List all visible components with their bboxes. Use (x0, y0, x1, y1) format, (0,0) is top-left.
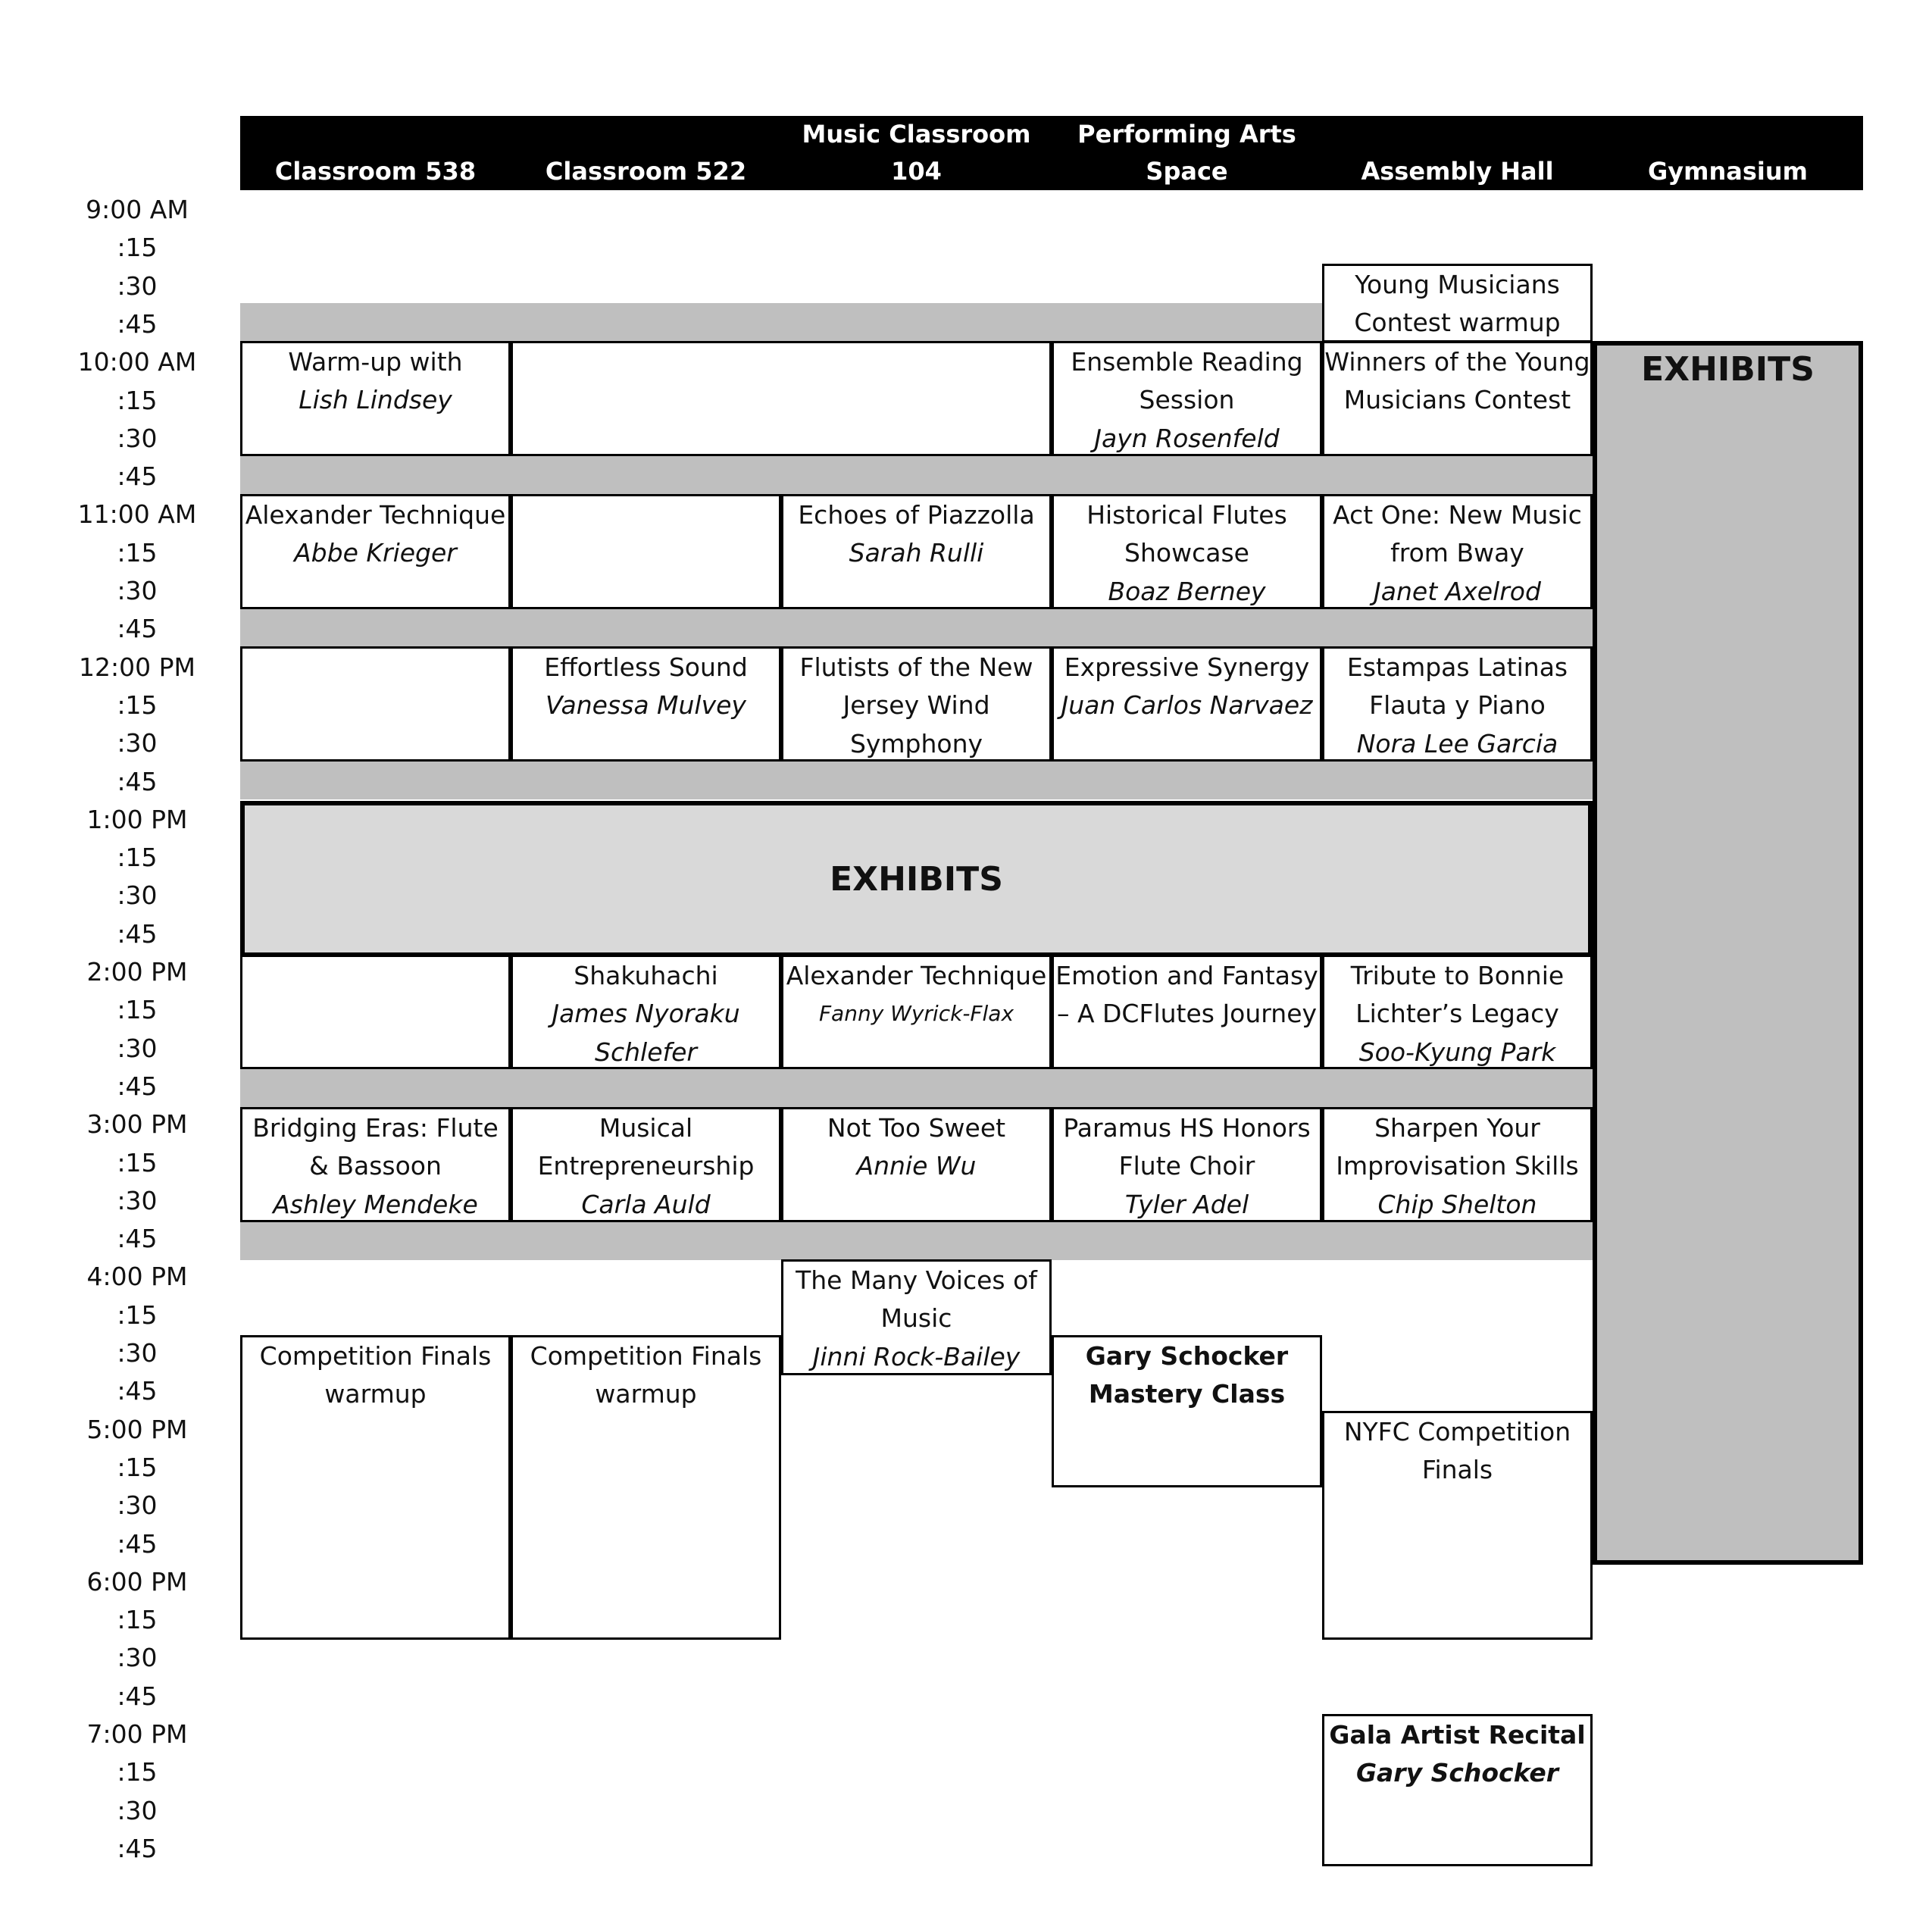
empty-session-block (240, 955, 511, 1069)
time-label: 7:00 PM (86, 1719, 188, 1749)
break-band (240, 762, 1593, 799)
column-header-gymnasium: Gymnasium (1648, 157, 1808, 186)
time-label: :30 (117, 271, 158, 301)
time-label: :45 (117, 1071, 158, 1101)
time-label: 1:00 PM (86, 804, 188, 834)
session-block: Paramus HS Honors Flute Choir Tyler Adel (1052, 1107, 1322, 1222)
time-label: :45 (117, 308, 158, 339)
break-band (240, 1222, 1593, 1260)
session-block: Warm-up with Lish Lindsey (240, 341, 511, 456)
time-label: :15 (117, 843, 158, 873)
session-block: Sharpen Your Improvisation Skills Chip Shelton (1322, 1107, 1593, 1222)
time-label: :45 (117, 766, 158, 796)
break-band (240, 456, 1593, 494)
time-label: :45 (117, 1833, 158, 1863)
time-label: :15 (117, 537, 158, 568)
session-block: Not Too Sweet Annie Wu (781, 1107, 1052, 1222)
time-label: :30 (117, 576, 158, 605)
session-block: Effortless Sound Vanessa Mulvey (511, 646, 781, 762)
time-label: 10:00 AM (77, 347, 197, 377)
time-label: :15 (117, 1757, 158, 1787)
session-block: Act One: New Music from Bway Janet Axelrod (1322, 494, 1593, 609)
time-label: :30 (117, 1033, 158, 1063)
time-label: :30 (117, 1643, 158, 1673)
break-band (240, 1069, 1593, 1107)
empty-session-block (511, 341, 1052, 456)
time-label: 2:00 PM (86, 957, 188, 987)
time-label: :30 (117, 1795, 158, 1825)
session-block: Winners of the Young Musicians Contest (1322, 341, 1593, 456)
midday-exhibits-block (240, 801, 1593, 957)
time-label: :30 (117, 1490, 158, 1521)
time-label: :45 (117, 1224, 158, 1254)
session-block: Flutists of the New Jersey Wind Symphony (781, 646, 1052, 762)
time-label: 6:00 PM (86, 1566, 188, 1597)
column-header-classroom-538: Classroom 538 (274, 157, 477, 186)
break-band (240, 303, 1322, 341)
time-label: :15 (117, 1605, 158, 1635)
time-label: :45 (117, 614, 158, 644)
time-label: :15 (117, 1452, 158, 1482)
session-block: Tribute to Bonnie Lichter’s Legacy Soo-Kyung Park (1322, 955, 1593, 1069)
session-block: Competition Finals warmup (240, 1335, 511, 1640)
session-block: Young Musicians Contest warmup (1322, 264, 1593, 342)
time-label: :15 (117, 1147, 158, 1178)
session-block: Competition Finals warmup (511, 1335, 781, 1640)
time-label: :45 (117, 1681, 158, 1711)
time-axis (0, 0, 212, 1911)
time-label: :30 (117, 1338, 158, 1368)
time-label: 4:00 PM (86, 1262, 188, 1292)
session-block: Ensemble Reading Session Jayn Rosenfeld (1052, 341, 1322, 456)
session-block: Shakuhachi James Nyoraku Schlefer (511, 955, 781, 1069)
time-label: :45 (117, 461, 158, 492)
empty-session-block (511, 494, 781, 609)
session-block: Emotion and Fantasy – A DCFlutes Journey (1052, 955, 1322, 1069)
session-block: Alexander Technique Abbe Krieger (240, 494, 511, 609)
session-block: Expressive Synergy Juan Carlos Narvaez (1052, 646, 1322, 762)
time-label: :15 (117, 385, 158, 415)
gymnasium-exhibits-block (1593, 341, 1863, 1565)
time-label: :15 (117, 233, 158, 263)
time-label: :30 (117, 880, 158, 911)
time-label: :45 (117, 1376, 158, 1406)
column-header-performing-arts-space: Performing Arts Space (1077, 120, 1296, 186)
time-label: :30 (117, 728, 158, 758)
session-block: NYFC Competition Finals (1322, 1411, 1593, 1640)
time-label: 12:00 PM (79, 652, 195, 682)
session-block: The Many Voices of Music Jinni Rock-Bailey (781, 1259, 1052, 1375)
time-label: :45 (117, 918, 158, 949)
time-label: :30 (117, 1185, 158, 1215)
time-label: :15 (117, 995, 158, 1025)
session-block: Historical Flutes Showcase Boaz Berney (1052, 494, 1322, 609)
time-label: 5:00 PM (86, 1414, 188, 1444)
time-label: :15 (117, 1300, 158, 1330)
session-block: Musical Entrepreneurship Carla Auld (511, 1107, 781, 1222)
empty-session-block (240, 646, 511, 762)
gymnasium-exhibits-label: EXHIBITS (1641, 350, 1815, 389)
session-block: Echoes of Piazzolla Sarah Rulli (781, 494, 1052, 609)
time-label: :45 (117, 1528, 158, 1559)
session-block: Gala Artist Recital Gary Schocker (1322, 1714, 1593, 1866)
session-block: Bridging Eras: Flute & Bassoon Ashley Mendeke (240, 1107, 511, 1222)
time-label: :15 (117, 690, 158, 720)
time-label: 11:00 AM (77, 499, 197, 530)
column-header-classroom-522: Classroom 522 (545, 157, 747, 186)
break-band (240, 609, 1593, 647)
time-label: 9:00 AM (86, 195, 189, 224)
session-block: Gary Schocker Mastery Class (1052, 1335, 1322, 1487)
column-header-assembly-hall: Assembly Hall (1361, 157, 1554, 186)
midday-exhibits-label: EXHIBITS (830, 859, 1003, 899)
session-block: Alexander Technique Fanny Wyrick-Flax (781, 955, 1052, 1069)
time-label: :30 (117, 423, 158, 453)
session-block: Estampas Latinas Flauta y Piano Nora Lee Garcia (1322, 646, 1593, 762)
time-label: 3:00 PM (86, 1109, 188, 1140)
column-header-music-classroom-104: Music Classroom 104 (802, 120, 1031, 186)
